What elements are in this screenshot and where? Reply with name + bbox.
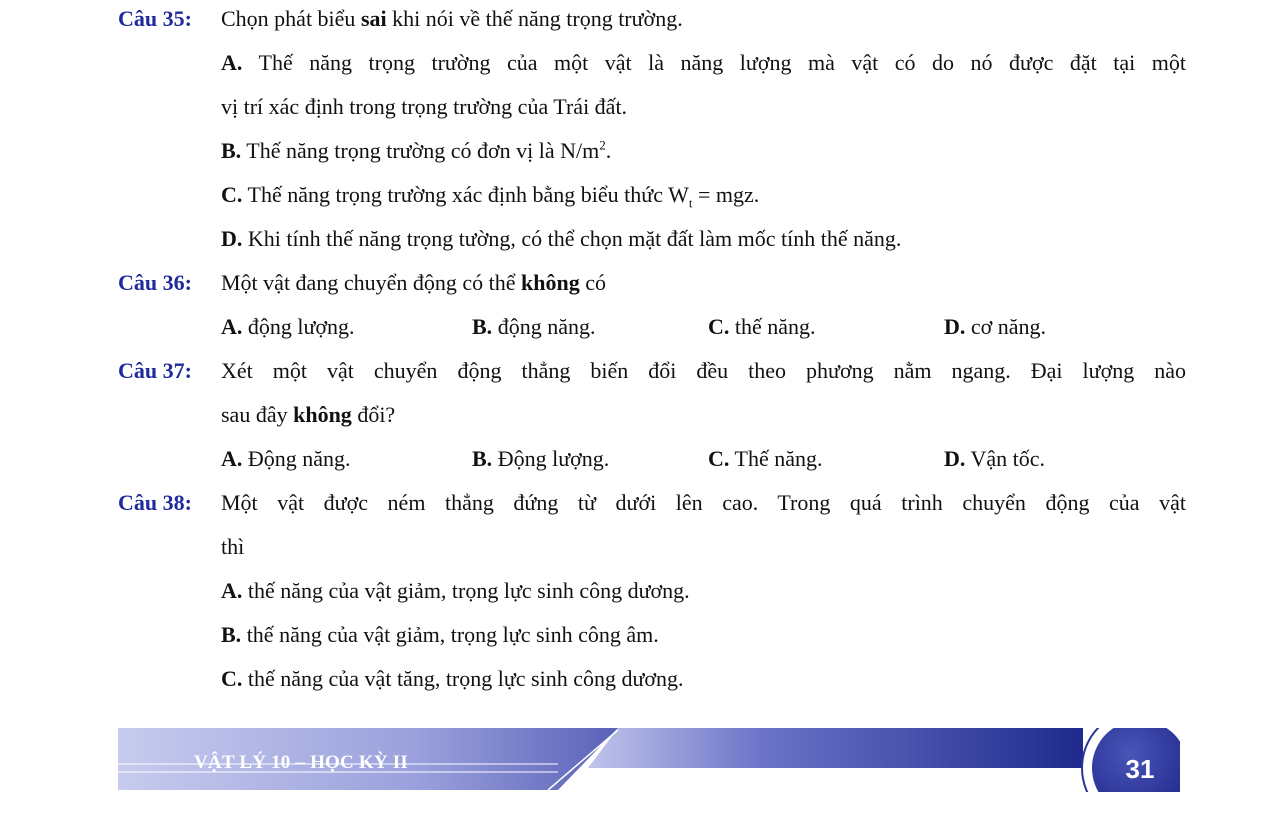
question-35-option-a-line2: vị trí xác định trong trọng trường của Trái đất. (221, 94, 628, 119)
question-37-option-b: B. Động lượng. (472, 446, 610, 471)
question-35-option-d: D. Khi tính thế năng trọng tường, có thể chọn mặt đất làm mốc tính thế năng. (221, 226, 902, 251)
question-38-option-c: C. thế năng của vật tăng, trọng lực sinh công dương. (221, 666, 684, 691)
question-35-option-b: B. Thế năng trọng trường có đơn vị là $N/m^2$. (221, 137, 612, 163)
question-37-option-a: A. Động năng. (221, 446, 351, 471)
question-35-label: Câu 35: (118, 6, 192, 31)
question-38-option-a: A. thế năng của vật giảm, trọng lực sinh công dương. (221, 578, 690, 603)
question-38-stem-line2: thì (221, 534, 245, 559)
question-37-option-c: C. Thế năng. (708, 446, 823, 471)
question-37-stem-line2: sau đây không đổi? (221, 402, 396, 427)
question-38-stem-line1: Một vật được ném thẳng đứng từ dưới lên cao. Trong quá trình chuyển động của vật (221, 490, 1186, 515)
question-37-option-d: D. Vận tốc. (944, 446, 1046, 471)
question-36-option-b: B. động năng. (472, 314, 596, 339)
question-36-option-d: D. cơ năng. (944, 314, 1047, 339)
question-35-option-a-line1: A. Thế năng trọng trường của một vật là năng lượng mà vật có do nó được đặt tại một (221, 50, 1186, 75)
page-number: 31 (1125, 754, 1155, 784)
page-footer (118, 728, 1183, 792)
question-35-stem: Chọn phát biểu sai khi nói về thế năng trọng trường. (221, 6, 683, 31)
question-36-label: Câu 36: (118, 270, 192, 295)
question-36-stem: Một vật đang chuyển động có thể không có (221, 270, 606, 295)
footer-title: VẬT LÝ 10 – HỌC KỲ II (194, 752, 408, 773)
question-37-stem-line1: Xét một vật chuyển động thẳng biến đổi đều theo phương nằm ngang. Đại lượng nào (221, 358, 1186, 383)
question-35-option-c: C. Thế năng trọng trường xác định bằng biểu thức $W_t$ = mgz. (221, 182, 760, 211)
question-36-option-c: C. thế năng. (708, 314, 816, 339)
question-37-label: Câu 37: (118, 358, 192, 383)
question-36-option-a: A. động lượng. (221, 314, 355, 339)
question-38-option-b: B. thế năng của vật giảm, trọng lực sinh công âm. (221, 622, 659, 647)
question-38-label: Câu 38: (118, 490, 192, 515)
